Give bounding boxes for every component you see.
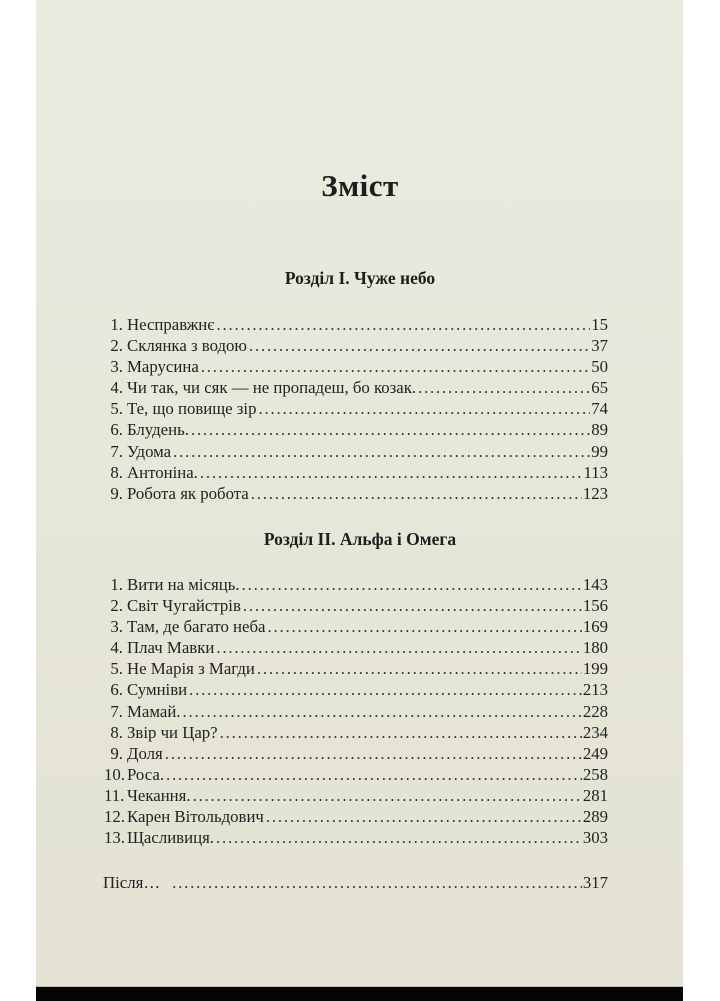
toc-entry-number: 1. xyxy=(110,315,123,334)
toc-entry-number: 4. xyxy=(110,378,123,398)
toc-entry-title: Удома xyxy=(127,441,172,461)
toc-entry-title: Не Марія з Магди xyxy=(127,659,255,679)
dot-leader xyxy=(193,785,582,806)
dot-leader xyxy=(191,419,590,440)
toc-entry-number: 5. xyxy=(110,659,123,679)
dot-leader xyxy=(173,441,590,462)
section-heading-2: Розділ ІІ. Альфа і Омега xyxy=(263,529,457,549)
toc-entry[interactable] xyxy=(104,637,608,658)
dot-leader xyxy=(165,743,582,764)
toc-entry[interactable] xyxy=(104,335,608,356)
toc-entry-title: Вити на місяць. xyxy=(127,575,240,594)
toc-entry-page: 213 xyxy=(582,680,608,700)
toc-entry-number: 8. xyxy=(110,462,123,482)
toc-entry[interactable] xyxy=(104,398,608,419)
dot-leader xyxy=(418,377,590,398)
toc-entry-number: 13. xyxy=(104,828,125,848)
toc-entry-page: 65 xyxy=(591,378,608,398)
toc-entry-title: Плач Мавки xyxy=(127,638,215,658)
toc-entry-number: 9. xyxy=(110,743,123,763)
toc-entry-page: 317 xyxy=(582,873,608,892)
toc-entry[interactable] xyxy=(104,356,608,377)
toc-entry[interactable] xyxy=(104,722,608,743)
toc-entry[interactable] xyxy=(104,701,608,722)
toc-entry-page: 303 xyxy=(582,828,608,848)
toc-entry-page: 113 xyxy=(583,462,608,482)
toc-entry-page: 143 xyxy=(582,575,608,594)
toc-entry-page: 169 xyxy=(582,617,608,637)
toc-entry[interactable] xyxy=(104,441,608,462)
dot-leader xyxy=(220,722,582,743)
toc-entry-page: 99 xyxy=(591,441,608,461)
toc-entry-number: 9. xyxy=(110,483,123,503)
toc-entry-number: 11. xyxy=(104,785,125,805)
toc-entry-title: Сумніви xyxy=(127,680,188,700)
toc-entry[interactable] xyxy=(104,462,608,483)
dot-leader xyxy=(183,701,582,722)
toc-entry-page: 123 xyxy=(582,483,608,503)
toc-entry-number: 6. xyxy=(110,680,123,700)
toc-entry[interactable] xyxy=(104,827,608,848)
dot-leader xyxy=(189,679,582,700)
toc-entry-title: Після… xyxy=(103,873,161,892)
toc-entry-page: 74 xyxy=(591,399,608,419)
dot-leader xyxy=(216,637,581,658)
toc-entry-page: 281 xyxy=(582,785,608,805)
toc-entry-title: Там, де багато неба xyxy=(127,617,266,637)
toc-entry-number: 2. xyxy=(110,336,123,356)
toc-entry-page: 199 xyxy=(582,659,608,679)
toc-entry[interactable] xyxy=(104,314,608,335)
toc-entry-number: 7. xyxy=(110,701,123,721)
toc-entry-number: 10. xyxy=(104,764,125,784)
toc-entry-page: 37 xyxy=(591,336,608,356)
toc-entry-number: 8. xyxy=(110,722,123,742)
toc-entry-page: 89 xyxy=(591,420,608,440)
toc-entry[interactable] xyxy=(104,679,608,700)
dot-leader xyxy=(243,595,582,616)
toc-entry-number: 2. xyxy=(110,596,123,616)
toc-entry-page: 289 xyxy=(582,807,608,827)
toc-entry-page: 50 xyxy=(591,357,608,377)
toc-entry-number: 3. xyxy=(110,617,123,637)
toc-entry-number: 4. xyxy=(110,638,123,658)
toc-entry-title: Щасливиця. xyxy=(127,828,214,848)
page-title: Зміст xyxy=(321,168,399,203)
dot-leader xyxy=(249,335,590,356)
toc-section-1 xyxy=(104,314,608,504)
toc-entry-title: Доля xyxy=(127,743,163,763)
toc-entry-number: 3. xyxy=(110,357,123,377)
toc-entry-page: 234 xyxy=(582,722,608,742)
toc-entry-title: Склянка з водою xyxy=(127,336,247,356)
toc-entry-page: 249 xyxy=(582,743,608,763)
toc-entry-number: 6. xyxy=(110,420,123,440)
toc-entry[interactable] xyxy=(104,743,608,764)
toc-section-2 xyxy=(104,574,608,848)
toc-entry[interactable] xyxy=(104,574,608,595)
toc-entry-title: Чи так, чи сяк — не пропадеш, бо козак. xyxy=(127,378,417,398)
dot-leader xyxy=(266,806,582,827)
toc-entry-title: Блудень. xyxy=(127,420,189,440)
dot-leader xyxy=(200,462,583,483)
toc-entry[interactable] xyxy=(104,616,608,637)
toc-entry-title: Мамай. xyxy=(127,701,181,721)
dot-leader xyxy=(201,356,590,377)
toc-entry-title: Марусина xyxy=(127,357,199,377)
toc-entry-afterword[interactable] xyxy=(103,872,608,893)
toc-entry-title: Роса. xyxy=(127,764,165,784)
toc-entry-number: 5. xyxy=(110,399,123,419)
toc-entry-title: Несправжнє xyxy=(127,315,215,334)
toc-entry[interactable] xyxy=(104,483,608,504)
toc-entry-title: Світ Чугайстрів xyxy=(127,596,241,616)
toc-entry-page: 156 xyxy=(582,596,608,616)
toc-entry-number: 1. xyxy=(110,575,123,594)
dot-leader xyxy=(172,872,582,893)
dot-leader xyxy=(216,314,590,335)
toc-entry-title: Чекання. xyxy=(127,785,191,805)
toc-entry-number: 12. xyxy=(104,807,125,827)
dot-leader xyxy=(166,764,582,785)
toc-entry-page: 258 xyxy=(582,764,608,784)
toc-entry-title: Робота як робота xyxy=(127,483,249,503)
toc-afterword xyxy=(103,872,608,893)
toc-entry-page: 228 xyxy=(582,701,608,721)
dot-leader xyxy=(216,827,582,848)
toc-entry-page: 180 xyxy=(582,638,608,658)
section-heading-1: Розділ І. Чуже небо xyxy=(284,268,436,288)
toc-entry-page: 15 xyxy=(591,315,608,334)
dot-leader xyxy=(258,398,590,419)
toc-entry-title: Карен Вітольдович xyxy=(127,807,264,827)
toc-entry-title: Антоніна. xyxy=(127,462,198,482)
dot-leader xyxy=(242,574,582,595)
page-bottom-shadow xyxy=(36,986,683,1001)
toc-entry-title: Те, що повище зір xyxy=(127,399,257,419)
dot-leader xyxy=(257,658,582,679)
toc-entry-number: 7. xyxy=(110,441,123,461)
toc-entry[interactable] xyxy=(104,806,608,827)
toc-entry[interactable] xyxy=(104,595,608,616)
toc-entry[interactable] xyxy=(104,785,608,806)
dot-leader xyxy=(267,616,581,637)
toc-entry[interactable] xyxy=(104,419,608,440)
toc-entry[interactable] xyxy=(104,764,608,785)
toc-entry-title: Звір чи Цар? xyxy=(127,722,218,742)
toc-entry[interactable] xyxy=(104,658,608,679)
dot-leader xyxy=(251,483,582,504)
toc-entry[interactable] xyxy=(104,377,608,398)
